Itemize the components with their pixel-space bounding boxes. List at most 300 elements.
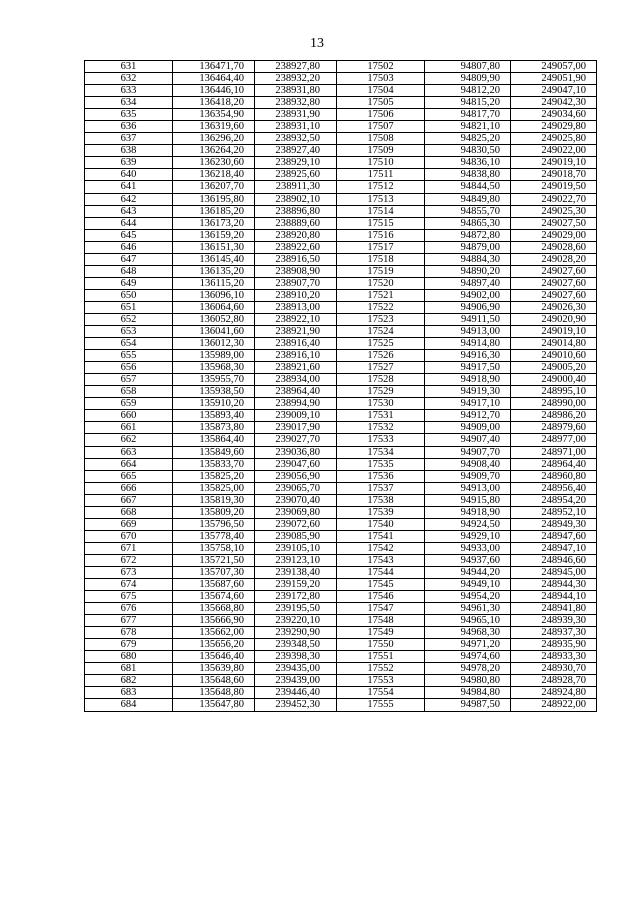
table-row <box>85 651 597 663</box>
table-cell: 136471,70 <box>173 61 255 73</box>
table-cell: 135910,20 <box>173 398 255 410</box>
table-cell: 642 <box>85 193 173 205</box>
table-cell: 135687,60 <box>173 579 255 591</box>
table-cell: 239446,40 <box>255 687 337 699</box>
table-cell: 639 <box>85 157 173 169</box>
table-cell: 94917,10 <box>425 398 511 410</box>
table-cell: 238916,50 <box>255 253 337 265</box>
table-cell: 17524 <box>337 326 425 338</box>
table-cell: 239047,60 <box>255 458 337 470</box>
table-cell: 248922,00 <box>511 699 597 711</box>
table-cell: 17529 <box>337 386 425 398</box>
table-row <box>85 374 597 386</box>
table-cell: 646 <box>85 241 173 253</box>
table-cell: 249029,80 <box>511 121 597 133</box>
table-row <box>85 603 597 615</box>
table-cell: 249047,10 <box>511 85 597 97</box>
table-cell: 238931,90 <box>255 109 337 121</box>
table-row <box>85 121 597 133</box>
table-cell: 94944,20 <box>425 566 511 578</box>
table-cell: 248928,70 <box>511 675 597 687</box>
table-cell: 17554 <box>337 687 425 699</box>
table-cell: 654 <box>85 338 173 350</box>
table-cell: 94916,30 <box>425 350 511 362</box>
table-cell: 136296,20 <box>173 133 255 145</box>
table-cell: 94830,50 <box>425 145 511 157</box>
table-cell: 239072,60 <box>255 518 337 530</box>
table-row <box>85 169 597 181</box>
table-cell: 136135,20 <box>173 265 255 277</box>
table-cell: 17513 <box>337 193 425 205</box>
table-cell: 249057,00 <box>511 61 597 73</box>
table-row <box>85 289 597 301</box>
table-cell: 636 <box>85 121 173 133</box>
table-cell: 135646,40 <box>173 651 255 663</box>
table-cell: 651 <box>85 301 173 313</box>
table-cell: 135893,40 <box>173 410 255 422</box>
table-body <box>85 61 597 712</box>
table-cell: 238931,80 <box>255 85 337 97</box>
table-cell: 136012,30 <box>173 338 255 350</box>
table-cell: 653 <box>85 326 173 338</box>
table-cell: 94909,00 <box>425 422 511 434</box>
table-cell: 239195,50 <box>255 603 337 615</box>
table-cell: 238922,60 <box>255 241 337 253</box>
table-cell: 249034,60 <box>511 109 597 121</box>
table-cell: 94918,90 <box>425 506 511 518</box>
table-cell: 17507 <box>337 121 425 133</box>
table-row <box>85 591 597 603</box>
table-cell: 136195,80 <box>173 193 255 205</box>
table-row <box>85 85 597 97</box>
table-cell: 136151,30 <box>173 241 255 253</box>
table-cell: 94968,30 <box>425 627 511 639</box>
table-cell: 675 <box>85 591 173 603</box>
table-cell: 136145,40 <box>173 253 255 265</box>
table-cell: 684 <box>85 699 173 711</box>
table-cell: 94855,70 <box>425 205 511 217</box>
table-cell: 238932,80 <box>255 97 337 109</box>
table-cell: 249022,70 <box>511 193 597 205</box>
table-cell: 239220,10 <box>255 615 337 627</box>
table-cell: 94902,00 <box>425 289 511 301</box>
table-cell: 638 <box>85 145 173 157</box>
table-cell: 94865,30 <box>425 217 511 229</box>
table-row <box>85 627 597 639</box>
table-cell: 135674,60 <box>173 591 255 603</box>
table-row <box>85 109 597 121</box>
table-cell: 17510 <box>337 157 425 169</box>
table-cell: 660 <box>85 410 173 422</box>
table-cell: 249042,30 <box>511 97 597 109</box>
table-cell: 94974,60 <box>425 651 511 663</box>
table-cell: 17504 <box>337 85 425 97</box>
table-cell: 136218,40 <box>173 169 255 181</box>
table-cell: 94984,80 <box>425 687 511 699</box>
table-row <box>85 301 597 313</box>
table-cell: 238922,10 <box>255 313 337 325</box>
table-cell: 94915,80 <box>425 494 511 506</box>
table-cell: 136354,90 <box>173 109 255 121</box>
table-cell: 94849,80 <box>425 193 511 205</box>
table-cell: 239452,30 <box>255 699 337 711</box>
table-cell: 94825,20 <box>425 133 511 145</box>
table-cell: 136446,10 <box>173 85 255 97</box>
table-row <box>85 422 597 434</box>
table-cell: 17502 <box>337 61 425 73</box>
table-cell: 649 <box>85 277 173 289</box>
table-row <box>85 229 597 241</box>
table-cell: 17511 <box>337 169 425 181</box>
table-cell: 673 <box>85 566 173 578</box>
coordinates-table <box>84 60 597 712</box>
table-cell: 94911,50 <box>425 313 511 325</box>
table-cell: 248930,70 <box>511 663 597 675</box>
table-row <box>85 145 597 157</box>
table-cell: 94817,70 <box>425 109 511 121</box>
table-row <box>85 205 597 217</box>
table-row <box>85 277 597 289</box>
table-row <box>85 61 597 73</box>
table-cell: 249019,10 <box>511 157 597 169</box>
table-cell: 135668,80 <box>173 603 255 615</box>
table-cell: 136159,20 <box>173 229 255 241</box>
table-cell: 238927,80 <box>255 61 337 73</box>
table-cell: 17535 <box>337 458 425 470</box>
table-cell: 631 <box>85 61 173 73</box>
table-cell: 248971,00 <box>511 446 597 458</box>
table-cell: 17523 <box>337 313 425 325</box>
table-cell: 674 <box>85 579 173 591</box>
table-cell: 238964,40 <box>255 386 337 398</box>
table-cell: 17555 <box>337 699 425 711</box>
table-cell: 239070,40 <box>255 494 337 506</box>
table-cell: 249027,60 <box>511 265 597 277</box>
table-cell: 17519 <box>337 265 425 277</box>
table-row <box>85 398 597 410</box>
table-cell: 239435,00 <box>255 663 337 675</box>
table-cell: 136115,20 <box>173 277 255 289</box>
table-cell: 94987,50 <box>425 699 511 711</box>
table-cell: 135778,40 <box>173 530 255 542</box>
table-cell: 17542 <box>337 542 425 554</box>
table-cell: 238910,20 <box>255 289 337 301</box>
table-cell: 135955,70 <box>173 374 255 386</box>
table-cell: 135639,80 <box>173 663 255 675</box>
table-cell: 655 <box>85 350 173 362</box>
table-row <box>85 97 597 109</box>
table-cell: 248937,30 <box>511 627 597 639</box>
table-cell: 17515 <box>337 217 425 229</box>
table-row <box>85 554 597 566</box>
table-cell: 249029,00 <box>511 229 597 241</box>
table-cell: 238934,00 <box>255 374 337 386</box>
table-cell: 249051,90 <box>511 73 597 85</box>
table-cell: 239138,40 <box>255 566 337 578</box>
table-row <box>85 518 597 530</box>
table-cell: 648 <box>85 265 173 277</box>
table-row <box>85 313 597 325</box>
table-cell: 136207,70 <box>173 181 255 193</box>
table-cell: 652 <box>85 313 173 325</box>
table-cell: 249025,30 <box>511 205 597 217</box>
table-row <box>85 639 597 651</box>
table-cell: 238902,10 <box>255 193 337 205</box>
table-cell: 135758,10 <box>173 542 255 554</box>
table-cell: 248960,80 <box>511 470 597 482</box>
table-cell: 136064,60 <box>173 301 255 313</box>
table-cell: 135989,00 <box>173 350 255 362</box>
table-cell: 94872,80 <box>425 229 511 241</box>
table-cell: 248944,30 <box>511 579 597 591</box>
table-cell: 17521 <box>337 289 425 301</box>
table-row <box>85 362 597 374</box>
table-cell: 239036,80 <box>255 446 337 458</box>
table-cell: 17550 <box>337 639 425 651</box>
table-cell: 136418,20 <box>173 97 255 109</box>
table-cell: 94929,10 <box>425 530 511 542</box>
table-cell: 136185,20 <box>173 205 255 217</box>
table-cell: 683 <box>85 687 173 699</box>
table-cell: 239290,90 <box>255 627 337 639</box>
table-cell: 136464,40 <box>173 73 255 85</box>
table-cell: 94913,00 <box>425 326 511 338</box>
table-row <box>85 386 597 398</box>
table-row <box>85 326 597 338</box>
table-cell: 94913,00 <box>425 482 511 494</box>
table-cell: 238916,40 <box>255 338 337 350</box>
table-cell: 17505 <box>337 97 425 109</box>
table-row <box>85 615 597 627</box>
table-cell: 248990,00 <box>511 398 597 410</box>
table-cell: 667 <box>85 494 173 506</box>
table-cell: 663 <box>85 446 173 458</box>
table-cell: 17517 <box>337 241 425 253</box>
table-cell: 249028,20 <box>511 253 597 265</box>
table-cell: 135809,20 <box>173 506 255 518</box>
table-cell: 238907,70 <box>255 277 337 289</box>
table-cell: 136096,10 <box>173 289 255 301</box>
table-cell: 248956,40 <box>511 482 597 494</box>
table-cell: 136230,60 <box>173 157 255 169</box>
table-row <box>85 506 597 518</box>
table-cell: 239172,80 <box>255 591 337 603</box>
table-cell: 248964,40 <box>511 458 597 470</box>
table-row <box>85 253 597 265</box>
table-cell: 17528 <box>337 374 425 386</box>
table-cell: 94907,40 <box>425 434 511 446</box>
table-cell: 249027,50 <box>511 217 597 229</box>
table-row <box>85 675 597 687</box>
table-cell: 17503 <box>337 73 425 85</box>
table-cell: 249005,20 <box>511 362 597 374</box>
table-cell: 249020,90 <box>511 313 597 325</box>
table-row <box>85 338 597 350</box>
table-cell: 94924,50 <box>425 518 511 530</box>
table-cell: 17541 <box>337 530 425 542</box>
table-cell: 94917,50 <box>425 362 511 374</box>
table-cell: 239398,30 <box>255 651 337 663</box>
table-row <box>85 482 597 494</box>
table-cell: 17514 <box>337 205 425 217</box>
table-cell: 135833,70 <box>173 458 255 470</box>
table-cell: 249019,50 <box>511 181 597 193</box>
table-cell: 17530 <box>337 398 425 410</box>
table-cell: 135648,80 <box>173 687 255 699</box>
table-row <box>85 566 597 578</box>
table-cell: 248952,10 <box>511 506 597 518</box>
table-cell: 249018,70 <box>511 169 597 181</box>
table-cell: 94971,20 <box>425 639 511 651</box>
table-cell: 678 <box>85 627 173 639</box>
table-cell: 136264,20 <box>173 145 255 157</box>
table-cell: 17537 <box>337 482 425 494</box>
table-cell: 135662,00 <box>173 627 255 639</box>
table-cell: 632 <box>85 73 173 85</box>
table-cell: 17533 <box>337 434 425 446</box>
table-cell: 661 <box>85 422 173 434</box>
table-cell: 239056,90 <box>255 470 337 482</box>
table-cell: 135968,30 <box>173 362 255 374</box>
table-cell: 94933,00 <box>425 542 511 554</box>
page-number: 13 <box>310 36 324 51</box>
table-cell: 94909,70 <box>425 470 511 482</box>
table-cell: 672 <box>85 554 173 566</box>
table-cell: 17520 <box>337 277 425 289</box>
table-cell: 249026,30 <box>511 301 597 313</box>
table-cell: 17545 <box>337 579 425 591</box>
table-row <box>85 470 597 482</box>
table-cell: 644 <box>85 217 173 229</box>
table-row <box>85 193 597 205</box>
table-cell: 238927,40 <box>255 145 337 157</box>
table-cell: 634 <box>85 97 173 109</box>
table-cell: 238932,50 <box>255 133 337 145</box>
table-cell: 249000,40 <box>511 374 597 386</box>
table-cell: 249025,80 <box>511 133 597 145</box>
table-cell: 17518 <box>337 253 425 265</box>
table-cell: 665 <box>85 470 173 482</box>
table-cell: 94890,20 <box>425 265 511 277</box>
table-cell: 676 <box>85 603 173 615</box>
table-cell: 248933,30 <box>511 651 597 663</box>
table-cell: 248946,60 <box>511 554 597 566</box>
table-cell: 135825,20 <box>173 470 255 482</box>
table-cell: 94912,70 <box>425 410 511 422</box>
table-cell: 640 <box>85 169 173 181</box>
table-cell: 249027,60 <box>511 289 597 301</box>
table-cell: 135796,50 <box>173 518 255 530</box>
table-cell: 17538 <box>337 494 425 506</box>
table-cell: 248939,30 <box>511 615 597 627</box>
table-cell: 239159,20 <box>255 579 337 591</box>
table-cell: 94897,40 <box>425 277 511 289</box>
table-cell: 668 <box>85 506 173 518</box>
table-cell: 238931,10 <box>255 121 337 133</box>
table-cell: 17512 <box>337 181 425 193</box>
table-cell: 135864,40 <box>173 434 255 446</box>
table-cell: 17549 <box>337 627 425 639</box>
table-cell: 94908,40 <box>425 458 511 470</box>
table-cell: 17527 <box>337 362 425 374</box>
table-row <box>85 542 597 554</box>
table-cell: 656 <box>85 362 173 374</box>
table-cell: 239439,00 <box>255 675 337 687</box>
table-cell: 17508 <box>337 133 425 145</box>
table-cell: 94838,80 <box>425 169 511 181</box>
table-cell: 637 <box>85 133 173 145</box>
table-cell: 94918,90 <box>425 374 511 386</box>
table-cell: 633 <box>85 85 173 97</box>
table-cell: 94954,20 <box>425 591 511 603</box>
table-cell: 238911,30 <box>255 181 337 193</box>
table-cell: 645 <box>85 229 173 241</box>
table-cell: 17547 <box>337 603 425 615</box>
table-cell: 248935,90 <box>511 639 597 651</box>
table-cell: 135721,50 <box>173 554 255 566</box>
table-cell: 94879,00 <box>425 241 511 253</box>
table-cell: 136052,80 <box>173 313 255 325</box>
table-cell: 650 <box>85 289 173 301</box>
table-cell: 239027,70 <box>255 434 337 446</box>
table-row <box>85 217 597 229</box>
table-cell: 17546 <box>337 591 425 603</box>
table-cell: 239069,80 <box>255 506 337 518</box>
table-row <box>85 579 597 591</box>
table-cell: 249027,60 <box>511 277 597 289</box>
table-cell: 17548 <box>337 615 425 627</box>
table-cell: 94965,10 <box>425 615 511 627</box>
table-cell: 659 <box>85 398 173 410</box>
table-cell: 239348,50 <box>255 639 337 651</box>
table-cell: 94884,30 <box>425 253 511 265</box>
table-cell: 680 <box>85 651 173 663</box>
table-cell: 94906,90 <box>425 301 511 313</box>
table-cell: 135707,30 <box>173 566 255 578</box>
table-cell: 17522 <box>337 301 425 313</box>
table-cell: 135849,60 <box>173 446 255 458</box>
table-cell: 94907,70 <box>425 446 511 458</box>
table-cell: 248947,60 <box>511 530 597 542</box>
table-cell: 135873,80 <box>173 422 255 434</box>
table-cell: 249022,00 <box>511 145 597 157</box>
table-cell: 249028,60 <box>511 241 597 253</box>
table-cell: 94949,10 <box>425 579 511 591</box>
table-cell: 238921,90 <box>255 326 337 338</box>
table-cell: 657 <box>85 374 173 386</box>
table-row <box>85 530 597 542</box>
table-cell: 248924,80 <box>511 687 597 699</box>
table-row <box>85 458 597 470</box>
table-cell: 671 <box>85 542 173 554</box>
table-cell: 238920,80 <box>255 229 337 241</box>
table-cell: 94812,20 <box>425 85 511 97</box>
table-row <box>85 157 597 169</box>
table-row <box>85 133 597 145</box>
table-cell: 647 <box>85 253 173 265</box>
table-cell: 682 <box>85 675 173 687</box>
table-cell: 94815,20 <box>425 97 511 109</box>
table-cell: 238913,00 <box>255 301 337 313</box>
table-cell: 679 <box>85 639 173 651</box>
table-cell: 94919,30 <box>425 386 511 398</box>
table-cell: 239065,70 <box>255 482 337 494</box>
table-cell: 17534 <box>337 446 425 458</box>
table-cell: 643 <box>85 205 173 217</box>
table-cell: 662 <box>85 434 173 446</box>
table-cell: 17539 <box>337 506 425 518</box>
table-row <box>85 687 597 699</box>
